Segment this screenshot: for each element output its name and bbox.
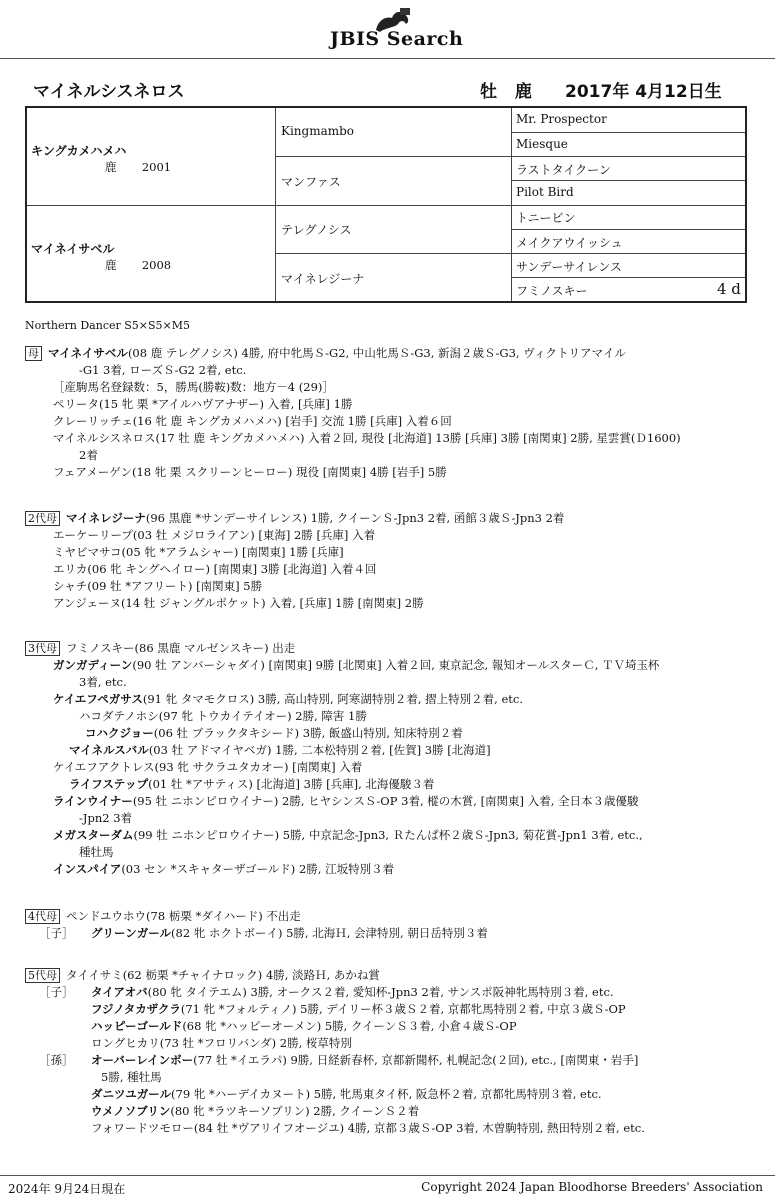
horse-link[interactable]: ハッピーゴールド (91, 1019, 183, 1033)
family-line (25, 413, 681, 430)
horse-record: 2着 (79, 448, 98, 462)
family-line (25, 396, 681, 413)
horse-record: (03 牡 アドマイヤベガ) 1勝, 二本松特別２着, [佐賀] 3勝 [北海道] (148, 743, 491, 757)
family-line (25, 430, 681, 447)
sire-color: 鹿 (105, 160, 117, 174)
dam-name[interactable]: マイネイサベル (31, 242, 115, 256)
horse-record: ペンドユウホウ(78 栃栗 *ダイハード) 不出走 (66, 909, 301, 923)
family-line (25, 640, 660, 657)
pedigree-dam (31, 240, 171, 273)
pedigree-gen3-4[interactable]: Pilot Bird (516, 185, 574, 199)
horse-record: ハコダテノホシ(97 牝 トウカイテイオー) 2勝, 障害 1勝 (79, 709, 367, 723)
horse-record: エリカ(06 牝 キングヘイロー) [南関東] 3勝 [北海道] 入着４回 (53, 562, 377, 576)
horse-link[interactable]: マイネルスバル (69, 743, 149, 757)
horse-record: (68 牝 *ハッピーオーメン) 5勝, クイーンＳ３着, 小倉４歳Ｓ-OP (182, 1019, 517, 1033)
horse-record: (77 牡 *イエラパ) 9勝, 日経新春杯, 京都新聞杯, 札幌記念(２回), etc., [南関東・岩手] (193, 1053, 639, 1067)
family-line (25, 674, 660, 691)
horse-record: (71 牝 *フォルティノ) 5勝, デイリー杯３歳Ｓ２着, 京都牝馬特別２着, 中京３歳Ｓ-OP (180, 1002, 626, 1016)
family-section (25, 640, 660, 878)
family-section (25, 345, 681, 481)
horse-record: (06 牡 ブラックタキシード) 3勝, 飯盛山特別, 知床特別２着 (153, 726, 463, 740)
pedigree-gen3-2[interactable]: Miesque (516, 137, 568, 151)
family-section (25, 908, 488, 942)
horse-link[interactable]: グリーンガール (91, 926, 172, 940)
horse-link[interactable]: ライフステップ (69, 777, 149, 791)
pedigree-gen3-6[interactable]: メイクアウイッシュ (516, 236, 623, 250)
dam-year: 2008 (141, 258, 172, 272)
pedigree-gen3-3[interactable]: ラストタイクーン (516, 163, 611, 177)
horse-record: -G1 3着, ローズＳ-G2 2着, etc. (79, 363, 247, 377)
sire-year: 2001 (141, 160, 172, 174)
family-line (25, 844, 660, 861)
horse-record: アンジェーヌ(14 牡 ジャングルポケット) 入着, [兵庫] 1勝 [南関東] 2勝 (53, 596, 424, 610)
generation-tag: 4代母 (25, 909, 60, 924)
family-line (25, 561, 564, 578)
family-line (25, 908, 488, 925)
pedigree-gen3-5[interactable]: トニービン (516, 211, 576, 225)
horse-link[interactable]: ケイエフペガサス (53, 692, 143, 706)
header-rule (0, 58, 775, 59)
horse-record: -Jpn2 3着 (79, 811, 133, 825)
generation-tag: 母 (25, 346, 42, 361)
family-line (25, 742, 660, 759)
horse-record: フォワードツモロー(84 牡 *ヴアリイフオージユ) 4勝, 京都３歳Ｓ-OP 3着, 木曽駒特別, 熱田特別２着, etc. (91, 1121, 645, 1135)
logo-text[interactable]: JBIS Search (330, 28, 464, 50)
header (0, 0, 775, 56)
generation-tag: 5代母 (25, 968, 60, 983)
family-line (25, 1018, 645, 1035)
family-line (25, 967, 645, 984)
horse-record: (08 鹿 テレグノシス) 4勝, 府中牝馬Ｓ-G2, 中山牝馬Ｓ-G3, 新潟２歳Ｓ-G3, ヴィクトリアマイル (127, 346, 626, 360)
family-section (25, 967, 645, 1137)
family-line (25, 527, 564, 544)
horse-record: 3着, etc. (79, 675, 127, 689)
horse-record: (03 セン *スキャターザゴールド) 2勝, 江坂特別３着 (121, 862, 395, 876)
horse-record: タイイサミ(62 栃栗 *チャイナロック) 4勝, 淡路Ｈ, あかね賞 (66, 968, 380, 982)
family-line (25, 447, 681, 464)
pedigree-gen3-7[interactable]: サンデーサイレンス (516, 260, 622, 274)
horse-record: (80 牝 *ラツキーソブリン) 2勝, クイーンＳ２着 (170, 1104, 420, 1118)
family-line (25, 464, 681, 481)
pedigree-gen2-4[interactable]: マイネレジーナ (281, 272, 365, 286)
family-line (25, 657, 660, 674)
horse-link[interactable]: コハクジョー (85, 726, 154, 740)
horse-record: (80 牝 タイテエム) 3勝, オークス２着, 愛知杯-Jpn3 2着, サンスポ阪神牝馬特別３着, etc. (147, 985, 614, 999)
relation-prefix: ［子］ (39, 985, 74, 999)
family-line (25, 793, 660, 810)
horse-record: (96 黒鹿 *サンデーサイレンス) 1勝, クイーンＳ-Jpn3 2着, 函館３歳Ｓ-Jpn3 2着 (145, 511, 565, 525)
horse-record: (79 牝 *ハーデイカヌート) 5勝, 牝馬東タイ杯, 阪急杯２着, 京都牝馬特別３着, etc. (171, 1087, 602, 1101)
copyright: Copyright 2024 Japan Bloodhorse Breeders' Association (421, 1180, 763, 1194)
horse-link[interactable]: マイネレジーナ (66, 511, 146, 525)
horse-record: (90 牡 アンバーシャダイ) [南関東] 9勝 [北関東] 入着２回, 東京記念, 報知オールスターＣ, ＴＶ埼玉杯 (132, 658, 660, 672)
horse-link[interactable]: フジノタカザクラ (91, 1002, 181, 1016)
horse-record: マイネルシスネロス(17 牡 鹿 キングカメハメハ) 入着２回, 現役 [北海道] 13勝 [兵庫] 3勝 [南関東] 2勝, 星雲賞(Ｄ1600) (53, 431, 681, 445)
family-line (25, 1086, 645, 1103)
as-of-date: 2024年 9月24日現在 (8, 1182, 126, 1196)
footer-rule (0, 1175, 775, 1176)
horse-link[interactable]: ウメノソブリン (91, 1104, 171, 1118)
horse-record: (01 牡 *アサティス) [北海道] 3勝 [兵庫], 北海優駿３着 (148, 777, 435, 791)
horse-record: (95 牡 ニホンピロウイナー) 2勝, ヒヤシンスＳ-OP 3着, 樅の木賞, [南関東] 入着, 全日本３歳優駿 (132, 794, 639, 808)
pedigree-gen3-8[interactable]: フミノスキー (516, 284, 588, 298)
family-line (25, 827, 660, 844)
horse-link[interactable]: ガンガディーン (53, 658, 133, 672)
family-line (25, 725, 660, 742)
generation-tag: 2代母 (25, 511, 60, 526)
horse-record: 5勝, 種牡馬 (101, 1070, 162, 1084)
relation-prefix: ［子］ (39, 926, 74, 940)
family-line (25, 861, 660, 878)
family-number: 4 d (717, 280, 741, 298)
horse-record: フェアメーゲン(18 牝 栗 スクリーンヒーロー) 現役 [南関東] 4勝 [岩手] 5勝 (53, 465, 447, 479)
family-line (25, 1103, 645, 1120)
horse-birth-date: 2017年 4月12日生 (565, 82, 722, 102)
family-line (25, 379, 681, 396)
family-line (25, 1001, 645, 1018)
family-line (25, 595, 564, 612)
horse-record: クレーリッチェ(16 牝 鹿 キングカメハメハ) [岩手] 交流 1勝 [兵庫] 入着６回 (53, 414, 452, 428)
horse-link[interactable]: ラインウイナー (53, 794, 133, 808)
family-line (25, 345, 681, 362)
horse-record: エーケーリープ(03 牡 メジロライアン) [東海] 2勝 [兵庫] 入着 (53, 528, 376, 542)
family-line (25, 544, 564, 561)
horse-record: ロングヒカリ(73 牡 *フロリバンダ) 2勝, 桜草特別 (91, 1036, 352, 1050)
inbreeding-note: Northern Dancer S5×S5×M5 (25, 319, 191, 332)
horse-name: マイネルシスネロス (33, 82, 185, 102)
family-line (25, 691, 660, 708)
family-line (25, 1069, 645, 1086)
horse-record: ペリータ(15 牝 栗 *アイルハヴアナザー) 入着, [兵庫] 1勝 (53, 397, 353, 411)
generation-tag: 3代母 (25, 641, 60, 656)
pedigree-gen2-2[interactable]: マンファス (281, 175, 341, 189)
sire-name[interactable]: キングカメハメハ (31, 144, 127, 158)
horse-link[interactable]: タイアオバ (91, 985, 148, 999)
family-line (25, 776, 660, 793)
pedigree-sire (31, 142, 171, 175)
horse-record: 種牡馬 (79, 845, 114, 859)
horse-record: ［産駒馬名登録数：5，勝馬(勝鞍)数：地方－4 (29)］ (53, 380, 334, 394)
horse-record: ミヤビマサコ(05 牝 *アラムシャー) [南関東] 1勝 [兵庫] (53, 545, 344, 559)
family-line (25, 984, 645, 1001)
family-line (25, 362, 681, 379)
family-line (25, 810, 660, 827)
horse-link[interactable]: ダニツユガール (91, 1087, 172, 1101)
family-line (25, 925, 488, 942)
family-line (25, 1035, 645, 1052)
dam-color: 鹿 (105, 258, 117, 272)
horse-record: (82 牝 ホクトボーイ) 5勝, 北海Ｈ, 会津特別, 朝日岳特別３着 (171, 926, 488, 940)
family-line (25, 1052, 645, 1069)
pedigree-gen3-1[interactable]: Mr. Prospector (516, 112, 607, 126)
family-line (25, 510, 564, 527)
pedigree-gen2-1[interactable]: Kingmambo (281, 124, 355, 138)
horse-record: (91 牝 タマモクロス) 3勝, 高山特別, 阿寒湖特別２着, 摺上特別２着, etc. (142, 692, 523, 706)
horse-link[interactable]: インスパイア (53, 862, 122, 876)
horse-link[interactable]: オーバーレインボー (91, 1053, 194, 1067)
pedigree-gen2-3[interactable]: テレグノシス (281, 223, 352, 237)
horse-link[interactable]: メガスターダム (53, 828, 134, 842)
family-line (25, 578, 564, 595)
family-section (25, 510, 564, 612)
relation-prefix: ［孫］ (39, 1053, 74, 1067)
pedigree-table (25, 106, 747, 303)
family-line (25, 759, 660, 776)
horse-record: フミノスキー(86 黒鹿 マルゼンスキー) 出走 (66, 641, 296, 655)
horse-sex-color: 牡 鹿 (480, 82, 538, 102)
family-line (25, 708, 660, 725)
family-line (25, 1120, 645, 1137)
horse-record: シャチ(09 牡 *アフリート) [南関東] 5勝 (53, 579, 263, 593)
horse-record: (99 牡 ニホンピロウイナー) 5勝, 中京記念-Jpn3, Ｒたんぱ杯２歳Ｓ-Jpn3, 菊花賞-Jpn1 3着, etc., (133, 828, 643, 842)
horse-record: ケイエフアクトレス(93 牝 サクラユタカオー) [南関東] 入着 (53, 760, 363, 774)
horse-link[interactable]: マイネイサベル (48, 346, 128, 360)
